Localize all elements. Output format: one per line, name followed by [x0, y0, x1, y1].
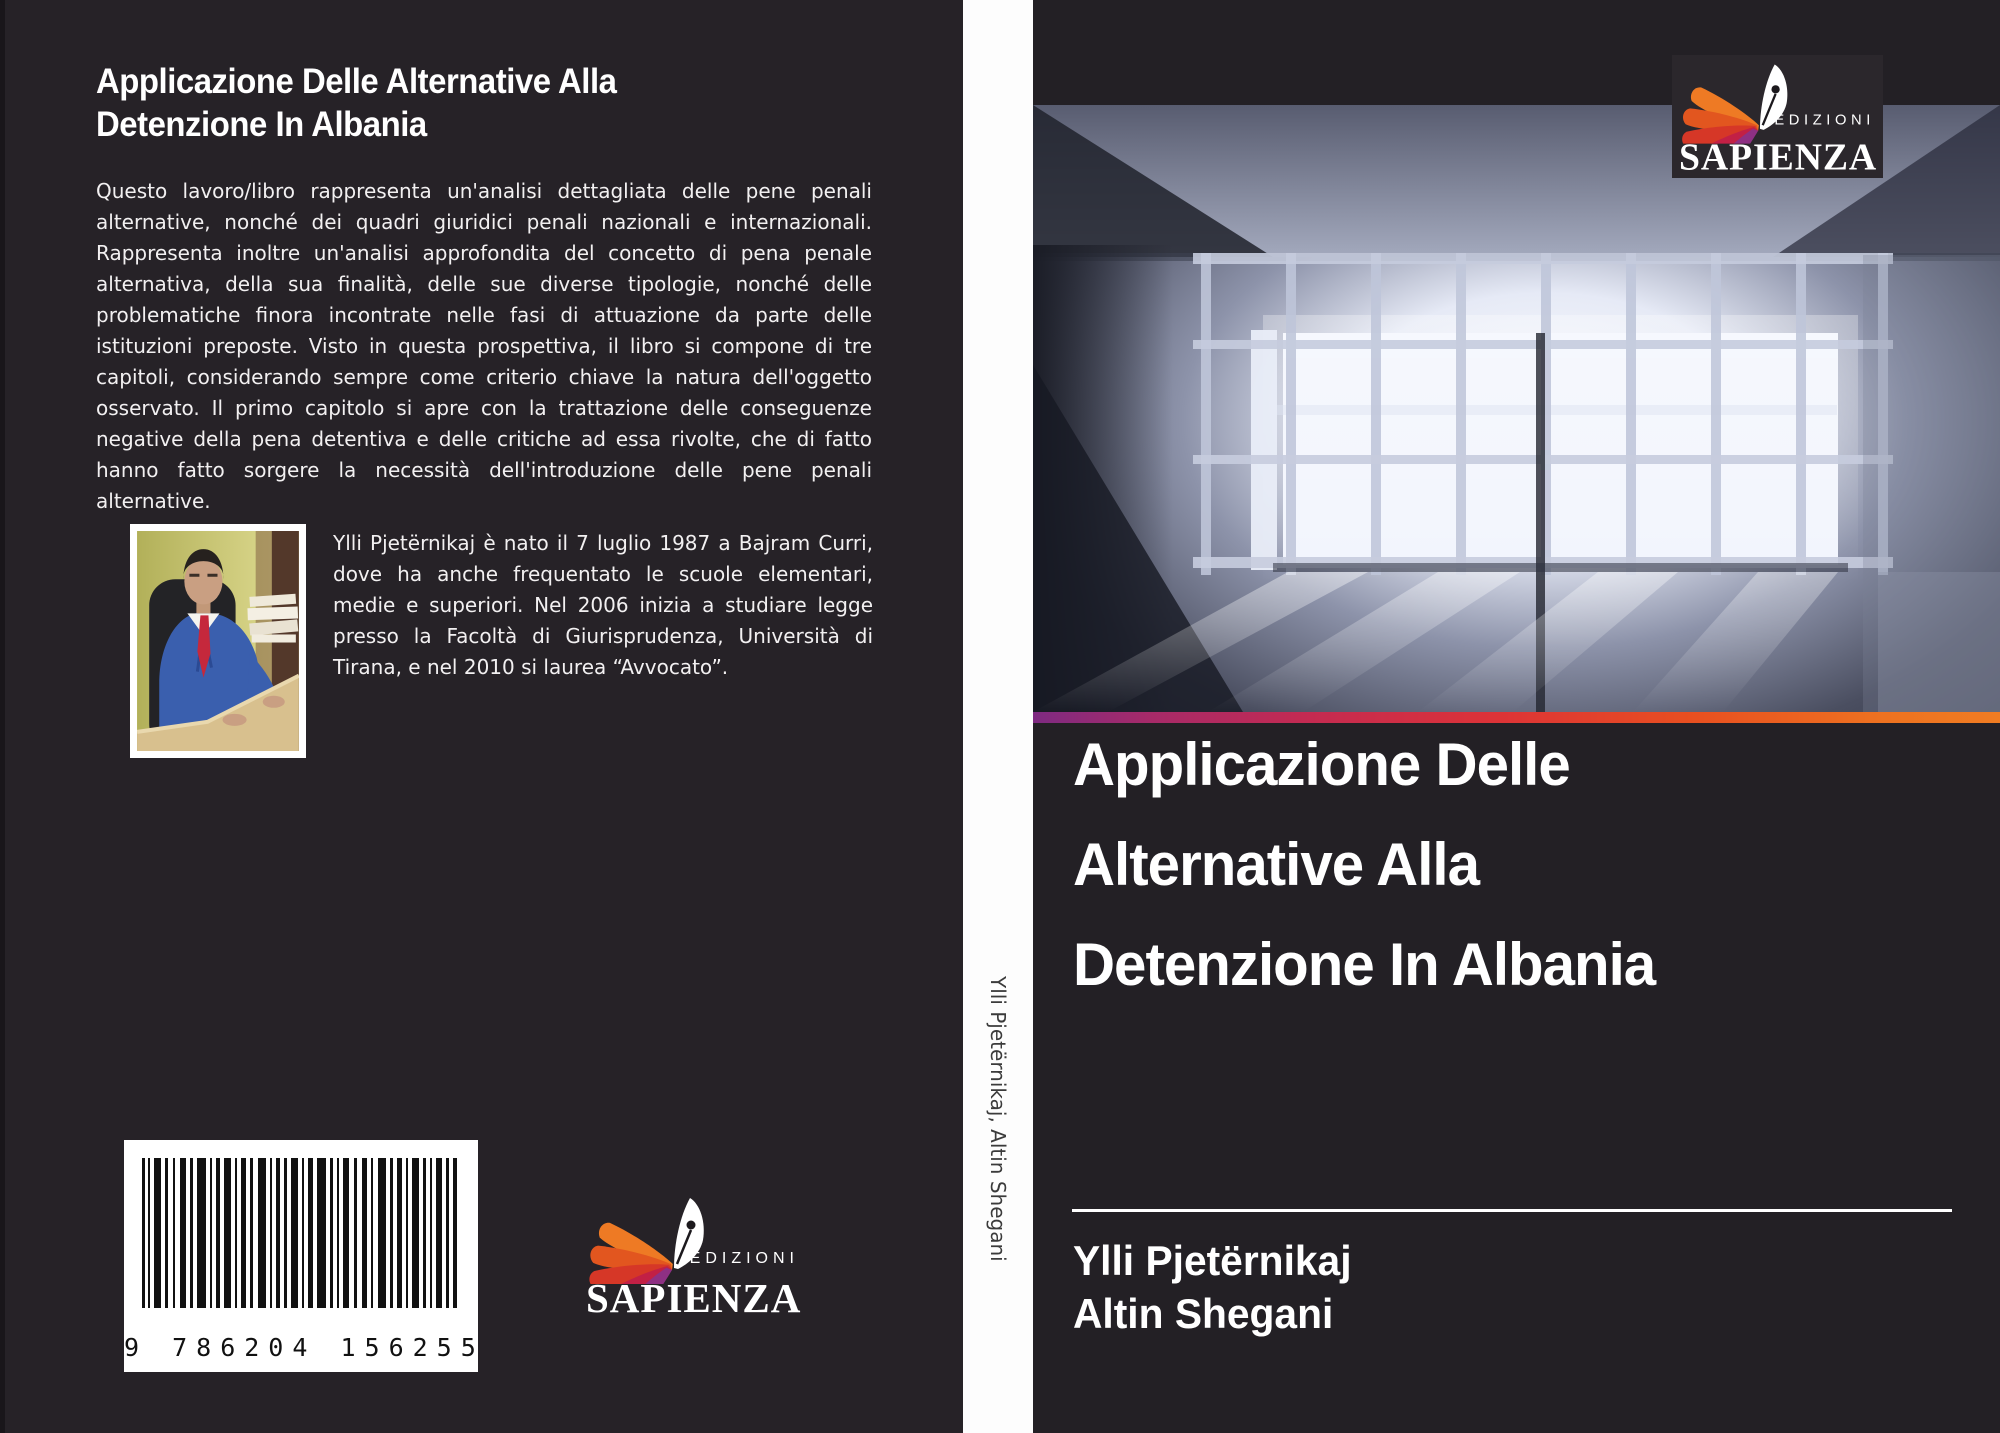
sapienza-logo [1679, 59, 1877, 179]
back-description: Questo lavoro/libro rappresenta un'analisi dettagliata delle pene penali alternative, nonché dei quadri giuridici penali nazionali e internazionali. Rappresenta inoltre un'analisi approfondita del concetto di pena penale alternativa, della sua finalità, delle sue diverse tipologie, nonché delle problematiche finora incontrate nelle fasi di attuazione da parte delle istituzioni preposte. Visto in questa prospettiva, il libro si compone di tre capitoli, considerando sempre come criterio chiave la natura dell'oggetto osservato. Il primo capitolo si apre con la trattazione delle conseguenze negative della pena detentiva e delle critiche ad essa rivolte, che di fatto hanno fatto sorgere la necessità dell'introduzione delle pene penali alternative. [96, 179, 872, 513]
publisher-sapienza: SAPIENZA [1679, 135, 1878, 178]
author-photo [130, 524, 306, 758]
back-cover [0, 0, 963, 1433]
pen-fan-icon [1679, 59, 1799, 144]
spine [963, 0, 1033, 1433]
front-authors [1073, 1234, 1352, 1340]
fold-edge [0, 0, 5, 1433]
barcode [124, 1140, 485, 1372]
front-author-2: Altin Shegani [1073, 1290, 1334, 1337]
back-title-line2: Detenzione In Albania [96, 105, 427, 144]
back-title [96, 60, 754, 146]
barcode-bars [140, 1158, 462, 1308]
author-bio: Ylli Pjetërnikaj è nato il 7 luglio 1987 a Bajram Curri, dove ha anche frequentato le scuole elementari, medie e superiori. Nel 2006 inizia a studiare legge presso la Facoltà di Giurisprudenza, Università di Tirana, e nel 2010 si laurea “Avvocato”. [333, 531, 873, 679]
front-title-line1: Applicazione Delle [1073, 731, 1570, 798]
publisher-edizioni: EDIZIONI [689, 1250, 799, 1267]
sapienza-logo [586, 1192, 801, 1322]
barcode-digits: 9 786204 156255 [124, 1333, 485, 1362]
front-author-1: Ylli Pjetërnikaj [1073, 1237, 1352, 1284]
front-title [1073, 715, 1655, 1015]
publisher-logo-box [1672, 55, 1883, 178]
author-divider-rule [1072, 1209, 1952, 1212]
publisher-sapienza: SAPIENZA [586, 1275, 802, 1321]
pen-fan-icon [586, 1192, 716, 1284]
back-title-line1: Applicazione Delle Alternative Alla [96, 62, 617, 101]
author-photo-art [137, 531, 299, 751]
prison-window-photo [1033, 105, 2000, 712]
paper-stack [247, 594, 298, 643]
spine-authors: Ylli Pjetërnikaj, Altin Shegani [986, 976, 1010, 1262]
front-title-line3: Detenzione In Albania [1073, 931, 1656, 998]
front-cover [1033, 0, 2000, 1433]
publisher-edizioni: EDIZIONI [1774, 112, 1875, 128]
front-title-line2: Alternative Alla [1073, 831, 1480, 898]
